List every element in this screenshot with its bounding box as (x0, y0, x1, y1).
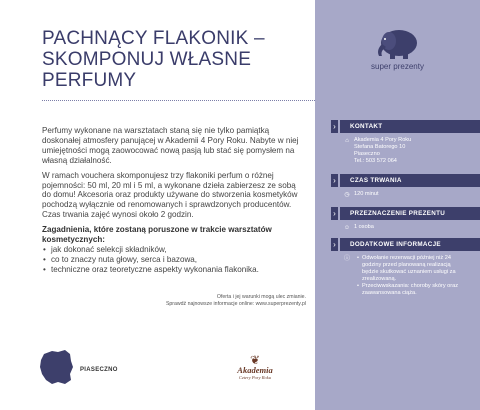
contact-line: Stefana Batorego 10 (354, 144, 406, 150)
persons-row (343, 224, 468, 231)
list-item: • jak dokonać selekcji składników, (51, 245, 306, 255)
info-icon: ⓘ (343, 256, 350, 262)
contact-line: Piaseczno (354, 151, 380, 157)
list-item: • co to znaczy nuta głowy, serca i bazowa, (51, 255, 306, 265)
topics-list (42, 245, 306, 275)
contact-line: Tel.: 503 572 064 (354, 158, 397, 164)
elephant-icon (368, 26, 428, 60)
chevron-right-icon: › (331, 207, 338, 220)
section-body-dodatkowe (343, 255, 468, 298)
chevron-right-icon: › (331, 120, 338, 133)
section-body-przeznaczenie (343, 224, 468, 232)
duration-row (343, 191, 468, 198)
footer-line-1: Oferta i jej warunki mogą ulec zmianie. (216, 294, 306, 300)
section-header-dodatkowe: DODATKOWE INFORMACJE (340, 238, 480, 251)
person-icon: ☺ (343, 225, 351, 231)
description (42, 126, 306, 275)
section-body-czas (343, 191, 468, 199)
list-item: • Przeciwwskazania: choroby skóry oraz zaawansowana ciąża. (358, 283, 468, 297)
list-item: • Odwołanie rezerwacji później niż 24 godziny przed planowaną realizacją będzie skutkować uznaniem usługi za zrealizowaną. (358, 255, 468, 283)
page-title (42, 28, 302, 91)
section-body-kontakt (343, 137, 468, 166)
divider (42, 100, 315, 102)
clock-icon: ◷ (344, 192, 350, 198)
poland-map-icon (38, 348, 74, 386)
brand-logo (315, 26, 480, 71)
partner-logo-line-1: Akademia (237, 365, 273, 375)
partner-logo-line-2: Cztery Pory Roku (239, 375, 271, 380)
contact-line: Akademia 4 Pory Roku (354, 137, 412, 143)
home-icon: ⌂ (345, 138, 349, 144)
description-paragraph-2: W ramach vouchera skomponujesz trzy flakoniki perfum o różnej pojemności: 50 ml, 20 ml i 5 ml, a wykonane dzieła zabierzesz ze sobą do domu! Akcesoria oraz produkty używane do stworzenia kosmetyków pochodzą wyłącznie od renomowanych i sprawdzonych producentów. Czas trwania zajęć wynosi około 2 godzin. (42, 170, 298, 220)
footer-note (42, 294, 306, 308)
title-line-2: SKOMPONUJ WŁASNE (42, 49, 252, 70)
duration-value: 120 minut (354, 191, 379, 197)
persons-value: 1 osoba (354, 224, 374, 230)
extra-info-list (354, 255, 468, 297)
section-header-czas: CZAS TRWANIA (340, 174, 480, 187)
brand-name: super prezenty (371, 62, 424, 71)
chevron-right-icon: › (331, 174, 338, 187)
topics-heading: Zagadnienia, które zostaną poruszone w trakcie warsztatów kosmetycznych: (42, 225, 272, 245)
contact-address (343, 137, 468, 165)
section-header-kontakt: KONTAKT (340, 120, 480, 133)
description-paragraph-1: Perfumy wykonane na warsztatach staną się nie tylko pamiątką doskonałej atmosfery panującej w Akademii 4 Pory Roku. Nabyte w niej umiejętności mogą zaowocować nową pasją lub stać się pomysłem na własną działalność. (42, 126, 299, 165)
leaf-icon: ❦ (249, 353, 261, 367)
title-line-3: PERFUMY (42, 70, 137, 91)
location-label: PIASECZNO (80, 367, 118, 373)
extra-info-row (343, 255, 468, 297)
footer-line-2: Sprawdź najnowsze informacje online: www.superprezenty.pl (165, 301, 306, 307)
title-line-1: PACHNĄCY FLAKONIK – (42, 28, 265, 49)
chevron-right-icon: › (331, 238, 338, 251)
list-item: • techniczne oraz teoretyczne aspekty wykonania flakonika. (51, 265, 306, 275)
partner-logo (230, 354, 280, 381)
section-header-przeznaczenie: PRZEZNACZENIE PREZENTU (340, 207, 480, 220)
